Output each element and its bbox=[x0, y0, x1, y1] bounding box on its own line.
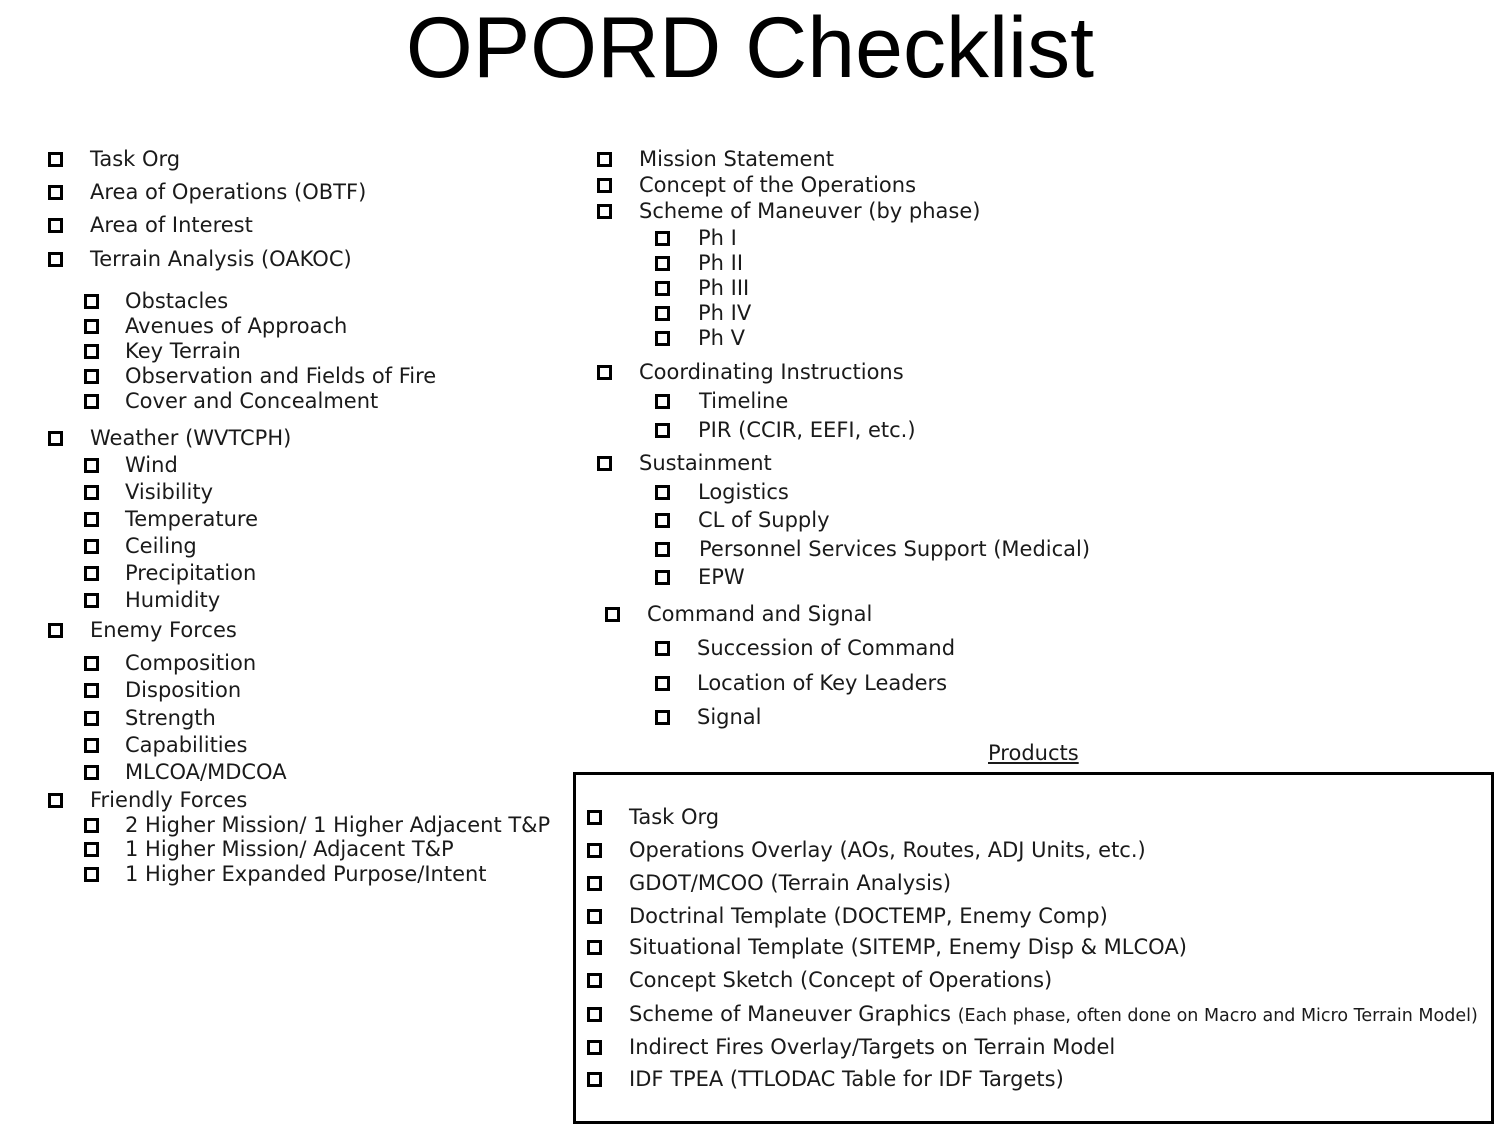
item-label: Area of Interest bbox=[90, 213, 253, 237]
item-label: Cover and Concealment bbox=[125, 389, 379, 413]
checkbox[interactable] bbox=[597, 365, 612, 380]
item-label: Precipitation bbox=[125, 561, 257, 585]
item-label: Indirect Fires Overlay/Targets on Terrain Model bbox=[629, 1035, 1116, 1059]
item-label: Succession of Command bbox=[697, 636, 956, 660]
checkbox[interactable] bbox=[655, 513, 670, 528]
checkbox[interactable] bbox=[655, 281, 670, 296]
item-label: PIR (CCIR, EEFI, etc.) bbox=[698, 418, 916, 442]
item-label: Concept Sketch (Concept of Operations) bbox=[629, 968, 1053, 992]
item-label: Command and Signal bbox=[647, 602, 873, 626]
checkbox[interactable] bbox=[597, 178, 612, 193]
item-label-main: Scheme of Maneuver Graphics bbox=[629, 1002, 951, 1026]
item-label: Key Terrain bbox=[125, 339, 241, 363]
item-label: Composition bbox=[125, 651, 257, 675]
checkbox[interactable] bbox=[605, 607, 620, 622]
item-label: Ph III bbox=[698, 276, 750, 300]
item-label: Enemy Forces bbox=[90, 618, 237, 642]
item-label: Avenues of Approach bbox=[125, 314, 348, 338]
checkbox[interactable] bbox=[655, 256, 670, 271]
checkbox[interactable] bbox=[84, 867, 99, 882]
item-label: Terrain Analysis (OAKOC) bbox=[90, 247, 352, 271]
item-label: 2 Higher Mission/ 1 Higher Adjacent T&P bbox=[125, 813, 551, 837]
item-label: Scheme of Maneuver (by phase) bbox=[639, 199, 981, 223]
item-label: Temperature bbox=[125, 507, 259, 531]
item-label: Doctrinal Template (DOCTEMP, Enemy Comp) bbox=[629, 904, 1108, 928]
item-label: Signal bbox=[697, 705, 762, 729]
checkbox[interactable] bbox=[655, 231, 670, 246]
item-label: Operations Overlay (AOs, Routes, ADJ Units, etc.) bbox=[629, 838, 1146, 862]
checkbox[interactable] bbox=[655, 676, 670, 691]
item-label: MLCOA/MDCOA bbox=[125, 760, 287, 784]
checkbox[interactable] bbox=[84, 512, 99, 527]
checkbox[interactable] bbox=[48, 218, 63, 233]
item-label: Mission Statement bbox=[639, 147, 835, 171]
checkbox[interactable] bbox=[655, 710, 670, 725]
checkbox[interactable] bbox=[587, 1007, 602, 1022]
item-label: Humidity bbox=[125, 588, 221, 612]
checkbox[interactable] bbox=[84, 319, 99, 334]
item-label: Ph II bbox=[698, 251, 744, 275]
item-label: Ph I bbox=[698, 226, 737, 250]
checkbox[interactable] bbox=[587, 876, 602, 891]
checkbox[interactable] bbox=[84, 711, 99, 726]
item-label: GDOT/MCOO (Terrain Analysis) bbox=[629, 871, 952, 895]
item-label: Obstacles bbox=[125, 289, 229, 313]
item-label: Area of Operations (OBTF) bbox=[90, 180, 367, 204]
item-label: Wind bbox=[125, 453, 178, 477]
checkbox[interactable] bbox=[655, 641, 670, 656]
item-label: Logistics bbox=[698, 480, 789, 504]
item-label: EPW bbox=[698, 565, 745, 589]
checkbox[interactable] bbox=[48, 431, 63, 446]
item-label: Capabilities bbox=[125, 733, 248, 757]
item-label: Ph V bbox=[698, 326, 746, 350]
item-label: Ph IV bbox=[698, 301, 752, 325]
checkbox[interactable] bbox=[655, 394, 670, 409]
checkbox[interactable] bbox=[587, 1040, 602, 1055]
checkbox[interactable] bbox=[84, 294, 99, 309]
checkbox[interactable] bbox=[655, 542, 670, 557]
checkbox[interactable] bbox=[84, 738, 99, 753]
checkbox[interactable] bbox=[84, 344, 99, 359]
checkbox[interactable] bbox=[655, 423, 670, 438]
item-label: Location of Key Leaders bbox=[697, 671, 948, 695]
item-label: Concept of the Operations bbox=[639, 173, 917, 197]
item-label: 1 Higher Mission/ Adjacent T&P bbox=[125, 837, 454, 861]
checkbox[interactable] bbox=[84, 593, 99, 608]
item-label: Weather (WVTCPH) bbox=[90, 426, 292, 450]
item-label: Ceiling bbox=[125, 534, 197, 558]
item-label: Disposition bbox=[125, 678, 242, 702]
item-label: Situational Template (SITEMP, Enemy Disp & MLCOA) bbox=[629, 935, 1187, 959]
checkbox[interactable] bbox=[597, 204, 612, 219]
checkbox[interactable] bbox=[84, 369, 99, 384]
checkbox[interactable] bbox=[84, 656, 99, 671]
checkbox[interactable] bbox=[597, 152, 612, 167]
checkbox[interactable] bbox=[48, 793, 63, 808]
checkbox[interactable] bbox=[655, 485, 670, 500]
checkbox[interactable] bbox=[48, 185, 63, 200]
checkbox[interactable] bbox=[84, 539, 99, 554]
checkbox[interactable] bbox=[597, 456, 612, 471]
item-label: Strength bbox=[125, 706, 216, 730]
item-label: Task Org bbox=[90, 147, 181, 171]
item-label: Observation and Fields of Fire bbox=[125, 364, 437, 388]
checkbox[interactable] bbox=[587, 1072, 602, 1087]
checkbox[interactable] bbox=[84, 765, 99, 780]
checkbox[interactable] bbox=[84, 394, 99, 409]
checkbox[interactable] bbox=[655, 331, 670, 346]
item-label: Coordinating Instructions bbox=[639, 360, 904, 384]
checkbox[interactable] bbox=[587, 843, 602, 858]
item-label: Task Org bbox=[629, 805, 720, 829]
item-label: Sustainment bbox=[639, 451, 772, 475]
checkbox[interactable] bbox=[48, 152, 63, 167]
page-title: OPORD Checklist bbox=[405, 0, 1095, 96]
item-label: Friendly Forces bbox=[90, 788, 248, 812]
checkbox[interactable] bbox=[84, 566, 99, 581]
checkbox[interactable] bbox=[655, 306, 670, 321]
item-label: Personnel Services Support (Medical) bbox=[699, 537, 1091, 561]
checkbox[interactable] bbox=[587, 909, 602, 924]
checkbox[interactable] bbox=[84, 458, 99, 473]
checkbox[interactable] bbox=[48, 623, 63, 638]
checkbox[interactable] bbox=[84, 485, 99, 500]
checkbox[interactable] bbox=[84, 818, 99, 833]
checkbox[interactable] bbox=[48, 252, 63, 267]
checkbox[interactable] bbox=[587, 810, 602, 825]
item-label: CL of Supply bbox=[698, 508, 830, 532]
products-heading: Products bbox=[988, 741, 1079, 765]
item-label: IDF TPEA (TTLODAC Table for IDF Targets) bbox=[629, 1067, 1064, 1091]
item-label-note: (Each phase, often done on Macro and Micro Terrain Model) bbox=[957, 1006, 1478, 1026]
item-label: Visibility bbox=[125, 480, 214, 504]
checkbox[interactable] bbox=[587, 973, 602, 988]
checkbox[interactable] bbox=[84, 683, 99, 698]
checkbox[interactable] bbox=[587, 940, 602, 955]
item-label bbox=[629, 1001, 1478, 1029]
item-label: 1 Higher Expanded Purpose/Intent bbox=[125, 862, 487, 886]
checkbox[interactable] bbox=[655, 570, 670, 585]
checkbox[interactable] bbox=[84, 842, 99, 857]
item-label: Timeline bbox=[699, 389, 789, 413]
